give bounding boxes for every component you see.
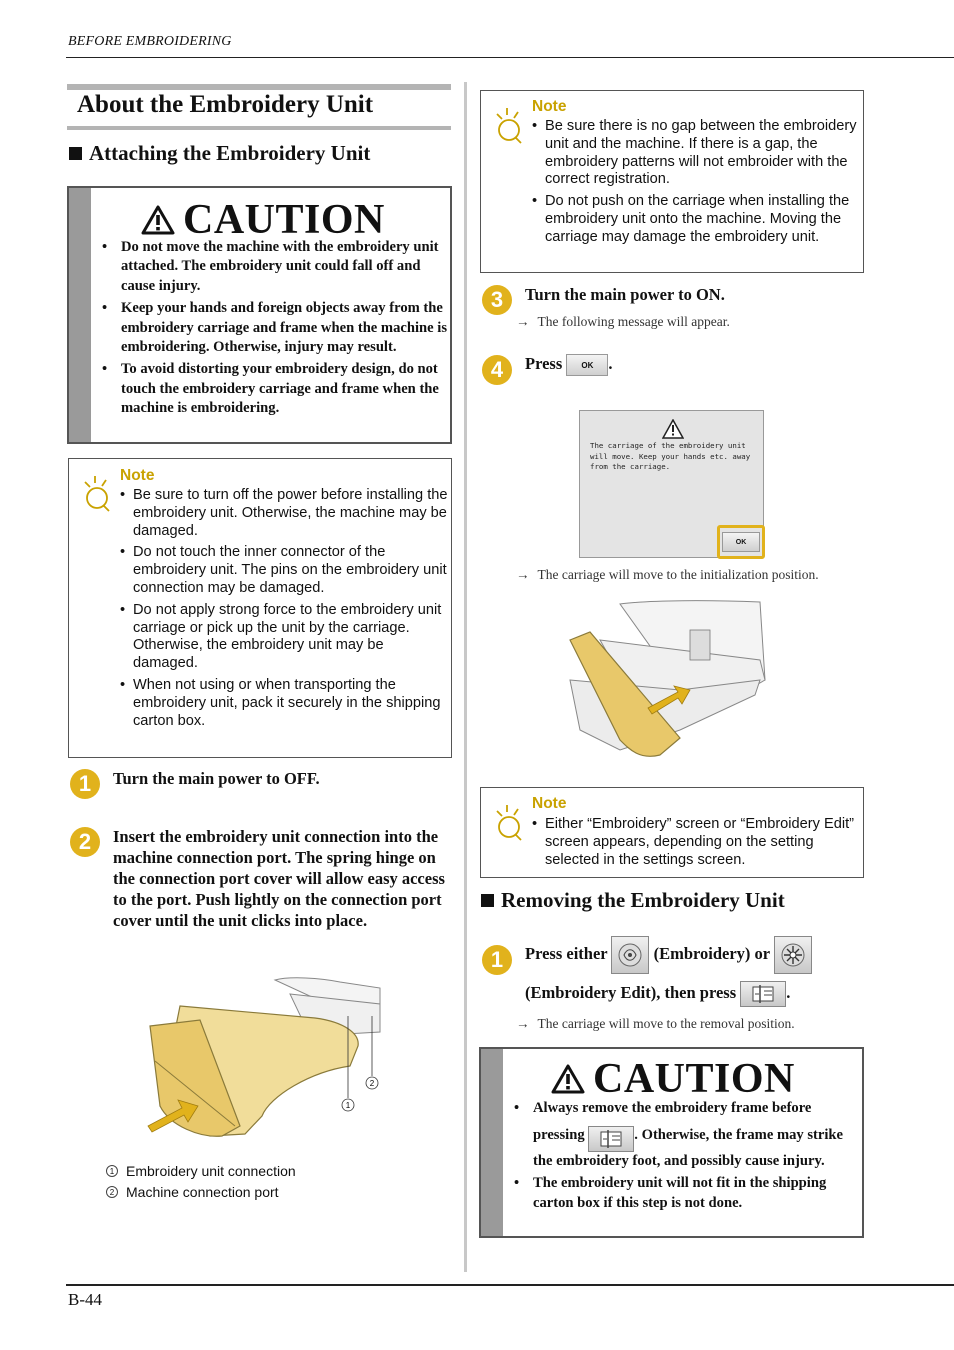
step-number-4: 4 xyxy=(482,355,512,385)
note-box-screen xyxy=(480,787,864,878)
note-item: • Do not apply strong force to the embroidery unit carriage or pick up the unit by the carriage. Otherwise, the embroidery unit may be damaged. xyxy=(120,602,450,673)
header-rule xyxy=(66,57,954,58)
step-number-3: 3 xyxy=(482,285,512,315)
section-title xyxy=(67,84,451,130)
step-text-3: Turn the main power to ON. xyxy=(525,285,725,304)
caution-heading: CAUTION xyxy=(141,196,385,244)
step-number-2: 2 xyxy=(70,827,100,857)
screen-ok-highlight xyxy=(717,525,765,559)
note-title: Note xyxy=(532,98,567,115)
note-item: • Do not touch the inner connector of the embroidery unit. The pins on the embroidery unit connection may be damaged. xyxy=(120,544,450,597)
legend-item-1: 1 Embroidery unit connection xyxy=(106,1163,296,1179)
warning-triangle-icon xyxy=(141,205,175,235)
result-removal: → The carriage will move to the removal position. xyxy=(516,1016,795,1031)
note-item: • Be sure to turn off the power before installing the embroidery unit. Otherwise, the machine may be damaged. xyxy=(120,487,450,540)
footer-rule xyxy=(66,1284,954,1286)
subheading-attaching: Attaching the Embroidery Unit xyxy=(69,141,370,166)
page-number: B-44 xyxy=(68,1290,102,1309)
step-number-remove-1: 1 xyxy=(482,945,512,975)
caution-item: • To avoid distorting your embroidery design, do not touch the embroidery carriage and frame when the machine is embroidering. xyxy=(99,360,447,418)
carriage-move-icon xyxy=(740,981,786,1007)
attach-illustration xyxy=(140,976,390,1142)
note-item: • Do not push on the carriage when installing the embroidery unit onto the machine. Moving the carriage may damage the embroidery unit. xyxy=(532,193,862,246)
caution-item: • The embroidery unit will not fit in the shipping carton box if this step is not done. xyxy=(511,1174,859,1213)
svg-text:1: 1 xyxy=(345,1101,351,1110)
result-initialization: → The carriage will move to the initialization position. xyxy=(516,567,819,582)
caution-box-attach xyxy=(67,186,452,444)
carriage-illustration xyxy=(560,600,770,765)
note-lightbulb-icon xyxy=(491,105,525,145)
step-number-1: 1 xyxy=(70,769,100,799)
section-title-text: About the Embroidery Unit xyxy=(77,91,374,118)
ok-button-icon: OK xyxy=(566,354,608,376)
machine-screen xyxy=(579,410,764,558)
legend-item-2: 2 Machine connection port xyxy=(106,1184,279,1200)
embroidery-edit-icon xyxy=(774,936,812,974)
note-title: Note xyxy=(532,795,567,812)
note-lightbulb-icon xyxy=(79,473,113,513)
note-item: • Either “Embroidery” screen or “Embroidery Edit” screen appears, depending on the setting selected in the settings screen. xyxy=(532,816,862,869)
note-item: • When not using or when transporting the embroidery unit, pack it securely in the shipping carton box. xyxy=(120,677,450,730)
step-text-remove-1: Press either (Embroidery) or (Embroidery Edit), then press . xyxy=(525,935,860,1012)
screen-ok-button[interactable]: OK xyxy=(722,532,760,552)
caution-item: • Do not move the machine with the embroidery unit attached. The embroidery unit could fall off and cause injury. xyxy=(99,238,447,296)
caution-item: • Always remove the embroidery frame before pressing . Otherwise, the frame may strike the embroidery foot, and possibly cause injury. xyxy=(511,1099,859,1171)
running-header: BEFORE EMBROIDERING xyxy=(68,34,232,49)
caution-heading: CAUTION xyxy=(551,1055,795,1103)
note-box-gap xyxy=(480,90,864,273)
note-lightbulb-icon xyxy=(491,802,525,842)
note-title: Note xyxy=(120,467,155,484)
result-message-appear: → The following message will appear. xyxy=(516,314,730,329)
note-box-attach xyxy=(68,458,452,758)
note-item: • Be sure there is no gap between the embroidery unit and the machine. If there is a gap, the embroidery patterns will not embroider with the correct registration. xyxy=(532,118,862,189)
step-text-1: Turn the main power to OFF. xyxy=(113,769,320,788)
warning-triangle-icon xyxy=(662,419,684,439)
column-divider xyxy=(464,82,467,1272)
step-text-4: Press OK . xyxy=(525,353,855,376)
caution-item: • Keep your hands and foreign objects away from the embroidery carriage and frame when the machine is embroidering. Otherwise, injury may result. xyxy=(99,299,447,357)
screen-message: The carriage of the embroidery unit will move. Keep your hands etc. away from the carriage. xyxy=(590,441,751,471)
svg-text:2: 2 xyxy=(369,1079,375,1088)
step-text-2: Insert the embroidery unit connection into the machine connection port. The spring hinge on the connection port cover will allow easy access to the port. Push lightly on the connection port cover until the unit clicks into place. xyxy=(113,827,445,930)
caution-box-remove xyxy=(479,1047,864,1238)
embroidery-icon xyxy=(611,936,649,974)
warning-triangle-icon xyxy=(551,1064,585,1094)
subheading-removing: Removing the Embroidery Unit xyxy=(481,888,785,913)
carriage-move-icon xyxy=(588,1126,634,1152)
